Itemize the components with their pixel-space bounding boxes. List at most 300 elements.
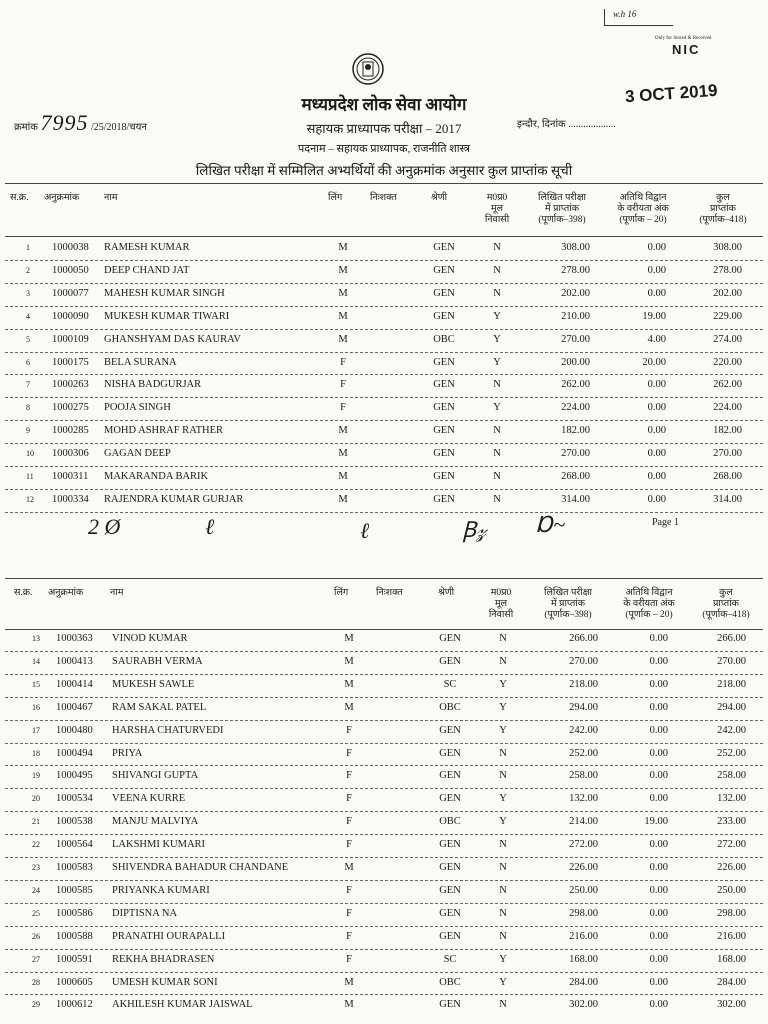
domicile-cell: N — [499, 862, 507, 873]
col-domicile-l2: मूल — [490, 204, 504, 214]
guest-cell: 19.00 — [644, 816, 668, 828]
total-cell: 229.00 — [713, 310, 742, 322]
gender-cell: F — [346, 816, 352, 828]
name-cell: REKHA BHADRASEN — [112, 953, 215, 965]
table-row — [0, 379, 768, 395]
row-separator — [5, 466, 763, 467]
name-cell: LAKSHMI KUMARI — [112, 839, 206, 851]
col-guest-l2: के वरीयता अंक — [617, 204, 669, 214]
kramank-handwritten-number: 7995 — [40, 110, 89, 135]
guest-cell: 0.00 — [647, 264, 666, 276]
sno-cell: 29 — [32, 1000, 40, 1010]
p2-col-category: श्रेणी — [438, 588, 455, 598]
name-cell: MAKARANDA BARIK — [104, 471, 209, 482]
written-cell: 168.00 — [569, 953, 598, 965]
guest-cell: 0.00 — [649, 678, 668, 690]
total-cell: 218.00 — [717, 678, 746, 690]
domicile-cell: N — [493, 425, 501, 437]
table-row — [0, 311, 768, 327]
category-cell: GEN — [439, 633, 461, 644]
gender-cell: M — [344, 976, 354, 988]
written-cell: 242.00 — [569, 724, 598, 736]
category-cell: OBC — [439, 701, 461, 713]
p2-col-domicile-l1: म0प्र0 — [490, 588, 512, 598]
roll-cell: 1000275 — [52, 402, 89, 414]
guest-cell: 0.00 — [649, 701, 668, 713]
col-guest — [604, 193, 682, 226]
table-row — [0, 908, 768, 924]
roll-cell: 1000564 — [56, 839, 93, 851]
guest-cell: 0.00 — [647, 379, 666, 391]
row-separator — [5, 260, 763, 261]
written-cell: 210.00 — [561, 310, 590, 322]
roll-cell: 1000263 — [52, 379, 89, 391]
roll-cell: 1000467 — [56, 701, 93, 713]
sno-cell: 19 — [32, 771, 40, 781]
roll-cell: 1000311 — [52, 471, 89, 482]
p2-col-disabled: निःशक्त — [376, 588, 403, 598]
gender-cell: F — [346, 953, 352, 965]
guest-cell: 0.00 — [647, 493, 666, 505]
signature-1: 2 Ø — [88, 514, 121, 539]
category-cell: GEN — [433, 493, 455, 505]
total-cell: 242.00 — [717, 724, 746, 736]
organization-name: मध्यप्रदेश लोक सेवा आयोग — [301, 95, 467, 114]
name-cell: PRIYA — [112, 747, 143, 759]
table-row — [0, 793, 768, 809]
table-row — [0, 839, 768, 855]
domicile-cell: N — [499, 770, 507, 782]
roll-cell: 1000077 — [52, 287, 89, 299]
category-cell: GEN — [433, 448, 455, 460]
name-cell: MANJU MALVIYA — [112, 816, 199, 828]
page2-header-rule — [5, 629, 763, 630]
guest-cell: 0.00 — [649, 655, 668, 667]
guest-cell: 0.00 — [649, 633, 668, 644]
written-cell: 268.00 — [561, 471, 590, 482]
sno-cell: 28 — [32, 977, 40, 987]
guest-cell: 0.00 — [649, 793, 668, 805]
row-separator — [5, 397, 763, 398]
sno-cell: 12 — [26, 494, 34, 504]
domicile-cell: Y — [493, 402, 501, 414]
table-row — [0, 425, 768, 441]
gender-cell: F — [340, 356, 346, 368]
written-cell: 284.00 — [569, 976, 598, 988]
total-cell: 168.00 — [717, 953, 746, 965]
gender-cell: M — [344, 633, 354, 644]
p2-col-written-l3: (पूर्णाक–398) — [544, 610, 592, 620]
gender-cell: F — [340, 402, 346, 414]
category-cell: GEN — [439, 839, 461, 851]
p2-col-domicile-l3: निवासी — [488, 610, 514, 620]
category-cell: GEN — [439, 930, 461, 942]
guest-cell: 0.00 — [649, 862, 668, 873]
p2-col-total-l3: (पूर्णाक–418) — [702, 610, 750, 620]
category-cell: GEN — [439, 907, 461, 919]
category-cell: GEN — [439, 724, 461, 736]
gender-cell: M — [344, 862, 354, 873]
written-cell: 272.00 — [569, 839, 598, 851]
roll-cell: 1000414 — [56, 678, 93, 690]
domicile-cell: N — [493, 264, 501, 276]
total-cell: 298.00 — [717, 907, 746, 919]
col-roll: अनुक्रमांक — [44, 193, 80, 203]
roll-cell: 1000583 — [56, 862, 93, 873]
roll-cell: 1000038 — [52, 242, 89, 253]
total-cell: 272.00 — [717, 839, 746, 851]
row-separator — [5, 306, 763, 307]
table-row — [0, 999, 768, 1015]
sno-cell: 13 — [32, 634, 40, 643]
total-cell: 294.00 — [717, 701, 746, 713]
domicile-cell: Y — [493, 310, 501, 322]
total-cell: 274.00 — [713, 333, 742, 345]
total-cell: 202.00 — [713, 287, 742, 299]
category-cell: GEN — [433, 287, 455, 299]
written-cell: 302.00 — [569, 999, 598, 1011]
sno-cell: 9 — [26, 426, 30, 436]
table-row — [0, 334, 768, 350]
total-cell: 226.00 — [717, 862, 746, 873]
col-guest-l3: (पूर्णाक – 20) — [619, 215, 667, 225]
kramank-label: क्रमांक — [14, 122, 38, 133]
guest-cell: 0.00 — [647, 287, 666, 299]
stamp-small-text: Only for Stored & Received — [655, 36, 712, 41]
signature-5: Ɒ~ — [536, 512, 566, 537]
p2-col-guest-l1: अतिथि विद्वान — [625, 588, 673, 598]
page-reference-note: w.h 16 — [604, 9, 673, 26]
sno-cell: 2 — [26, 265, 30, 275]
name-cell: VEENA KURRE — [112, 793, 186, 805]
domicile-cell: N — [499, 907, 507, 919]
written-cell: 182.00 — [561, 425, 590, 437]
written-cell: 266.00 — [569, 633, 598, 644]
gender-cell: M — [344, 678, 354, 690]
gender-cell: M — [344, 999, 354, 1011]
domicile-cell: Y — [493, 356, 501, 368]
total-cell: 270.00 — [713, 448, 742, 460]
gender-cell: F — [346, 747, 352, 759]
col-category: श्रेणी — [431, 193, 448, 203]
name-cell: DIPTISNA NA — [112, 907, 178, 919]
col-total-l2: प्राप्तांक — [710, 204, 736, 214]
p2-col-domicile — [478, 588, 524, 621]
row-separator — [5, 283, 763, 284]
table-row — [0, 633, 768, 649]
roll-cell: 1000306 — [52, 448, 89, 460]
category-cell: OBC — [439, 976, 461, 988]
col-disabled: निःशक्त — [370, 193, 397, 203]
total-cell: 252.00 — [717, 747, 746, 759]
guest-cell: 0.00 — [649, 976, 668, 988]
received-date-stamp: 3 OCT 2019 — [624, 80, 719, 107]
roll-cell: 1000585 — [56, 884, 93, 896]
sno-cell: 18 — [32, 748, 40, 758]
row-separator — [5, 489, 763, 490]
sno-cell: 21 — [32, 817, 40, 827]
row-separator — [5, 903, 763, 904]
table-row — [0, 885, 768, 901]
roll-cell: 1000605 — [56, 976, 93, 988]
name-cell: SHIVANGI GUPTA — [112, 770, 199, 782]
col-sno: स.क्र. — [10, 193, 29, 203]
sno-cell: 10 — [26, 449, 34, 459]
domicile-cell: N — [499, 839, 507, 851]
sno-cell: 5 — [26, 334, 30, 344]
total-cell: 314.00 — [713, 493, 742, 505]
row-separator — [5, 765, 763, 766]
guest-cell: 0.00 — [649, 884, 668, 896]
table-row — [0, 770, 768, 786]
gender-cell: F — [346, 770, 352, 782]
category-cell: GEN — [433, 402, 455, 414]
sno-cell: 17 — [32, 725, 40, 735]
gender-cell: F — [340, 379, 346, 391]
p2-col-total-l1: कुल — [719, 588, 733, 598]
name-cell: BELA SURANA — [104, 356, 177, 368]
category-cell: SC — [443, 678, 457, 690]
col-written-l2: में प्राप्तांक — [544, 204, 580, 214]
p2-col-guest-l2: के वरीयता अंक — [623, 599, 675, 609]
col-gender: लिंग — [328, 193, 343, 203]
total-cell: 216.00 — [717, 930, 746, 942]
table-row — [0, 402, 768, 418]
guest-cell: 0.00 — [647, 242, 666, 253]
gender-cell: M — [338, 448, 348, 460]
total-cell: 262.00 — [713, 379, 742, 391]
post-name: पदनाम – सहायक प्राध्यापक, राजनीति शास्त्र — [297, 143, 470, 155]
col-domicile-l3: निवासी — [484, 215, 510, 225]
written-cell: 298.00 — [569, 907, 598, 919]
sno-cell: 20 — [32, 794, 40, 804]
gender-cell: M — [338, 242, 348, 253]
domicile-cell: N — [493, 493, 501, 505]
written-cell: 214.00 — [569, 816, 598, 828]
col-written — [524, 193, 600, 226]
written-cell: 308.00 — [561, 242, 590, 253]
gender-cell: F — [346, 930, 352, 942]
page-number: Page 1 — [652, 517, 679, 528]
sno-cell: 3 — [26, 288, 30, 298]
total-cell: 220.00 — [713, 356, 742, 368]
p2-col-guest — [610, 588, 688, 621]
sno-cell: 25 — [32, 908, 40, 918]
row-separator — [5, 697, 763, 698]
gender-cell: M — [338, 471, 348, 482]
domicile-cell: N — [499, 999, 507, 1011]
written-cell: 224.00 — [561, 402, 590, 414]
gender-cell: F — [346, 839, 352, 851]
total-cell: 302.00 — [717, 999, 746, 1011]
guest-cell: 0.00 — [647, 425, 666, 437]
row-separator — [5, 972, 763, 973]
p2-col-sno: स.क्र. — [14, 588, 33, 598]
domicile-cell: N — [499, 884, 507, 896]
written-cell: 252.00 — [569, 747, 598, 759]
name-cell: NISHA BADGURJAR — [104, 379, 202, 391]
written-cell: 132.00 — [569, 793, 598, 805]
written-cell: 270.00 — [561, 333, 590, 345]
p2-col-gender: लिंग — [334, 588, 349, 598]
total-cell: 182.00 — [713, 425, 742, 437]
category-cell: GEN — [433, 242, 455, 253]
sno-cell: 11 — [26, 472, 34, 481]
guest-cell: 0.00 — [649, 747, 668, 759]
p2-col-guest-l3: (पूर्णाक – 20) — [625, 610, 673, 620]
mppsc-emblem-icon — [351, 52, 385, 86]
page1-bottom-rule — [5, 512, 763, 513]
domicile-cell: N — [493, 471, 501, 482]
gender-cell: F — [346, 724, 352, 736]
category-cell: OBC — [433, 333, 455, 345]
guest-cell: 0.00 — [649, 999, 668, 1011]
written-cell: 200.00 — [561, 356, 590, 368]
category-cell: GEN — [439, 793, 461, 805]
roll-cell: 1000413 — [56, 655, 93, 667]
signature-4: Ꞵ𝓏 — [462, 517, 487, 542]
sno-cell: 8 — [26, 403, 30, 413]
p2-col-roll: अनुक्रमांक — [48, 588, 84, 598]
name-cell: RAJENDRA KUMAR GURJAR — [104, 493, 244, 505]
roll-cell: 1000494 — [56, 747, 93, 759]
domicile-cell: Y — [499, 793, 507, 805]
gender-cell: M — [344, 655, 354, 667]
row-separator — [5, 788, 763, 789]
guest-cell: 0.00 — [649, 930, 668, 942]
guest-cell: 0.00 — [649, 907, 668, 919]
domicile-cell: N — [493, 287, 501, 299]
category-cell: SC — [443, 953, 457, 965]
written-cell: 258.00 — [569, 770, 598, 782]
category-cell: GEN — [439, 999, 461, 1011]
row-separator — [5, 949, 763, 950]
category-cell: GEN — [433, 310, 455, 322]
sno-cell: 7 — [26, 380, 30, 390]
guest-cell: 0.00 — [647, 402, 666, 414]
roll-cell: 1000586 — [56, 907, 93, 919]
total-cell: 284.00 — [717, 976, 746, 988]
domicile-cell: N — [493, 448, 501, 460]
category-cell: GEN — [439, 747, 461, 759]
page2-top-rule — [5, 578, 763, 579]
total-cell: 132.00 — [717, 793, 746, 805]
name-cell: MUKESH KUMAR TIWARI — [104, 310, 230, 322]
table-row — [0, 448, 768, 464]
category-cell: GEN — [439, 770, 461, 782]
roll-cell: 1000334 — [52, 493, 89, 505]
sno-cell: 24 — [32, 885, 40, 895]
written-cell: 216.00 — [569, 930, 598, 942]
name-cell: DEEP CHAND JAT — [104, 264, 190, 276]
p2-col-name: नाम — [110, 588, 124, 598]
gender-cell: M — [338, 264, 348, 276]
name-cell: RAMESH KUMAR — [104, 242, 190, 253]
name-cell: SHIVENDRA BAHADUR CHANDANE — [112, 862, 289, 873]
domicile-cell: Y — [493, 333, 501, 345]
table-row — [0, 954, 768, 970]
gender-cell: F — [346, 907, 352, 919]
category-cell: GEN — [433, 425, 455, 437]
row-separator — [5, 651, 763, 652]
table-row — [0, 702, 768, 718]
gender-cell: M — [338, 493, 348, 505]
roll-cell: 1000175 — [52, 356, 89, 368]
name-cell: VINOD KUMAR — [112, 633, 188, 644]
table-row — [0, 494, 768, 510]
col-written-l3: (पूर्णाक–398) — [538, 215, 586, 225]
sno-cell: 23 — [32, 863, 40, 872]
row-separator — [5, 329, 763, 330]
written-cell: 294.00 — [569, 701, 598, 713]
row-separator — [5, 880, 763, 881]
name-cell: RAM SAKAL PATEL — [112, 701, 207, 713]
col-domicile — [474, 193, 520, 226]
gender-cell: M — [344, 701, 354, 713]
table-row — [0, 862, 768, 878]
guest-cell: 0.00 — [647, 448, 666, 460]
row-separator — [5, 857, 763, 858]
row-separator — [5, 420, 763, 421]
roll-cell: 1000363 — [56, 633, 93, 644]
row-separator — [5, 674, 763, 675]
sno-cell: 1 — [26, 243, 30, 252]
guest-cell: 0.00 — [649, 953, 668, 965]
written-cell: 314.00 — [561, 493, 590, 505]
name-cell: MAHESH KUMAR SINGH — [104, 287, 225, 299]
guest-cell: 0.00 — [647, 471, 666, 482]
p2-col-domicile-l2: मूल — [494, 599, 508, 609]
roll-cell: 1000495 — [56, 770, 93, 782]
domicile-cell: N — [499, 655, 507, 667]
roll-cell: 1000534 — [56, 793, 93, 805]
col-guest-l1: अतिथि विद्वान — [619, 193, 667, 203]
total-cell: 266.00 — [717, 633, 746, 644]
category-cell: OBC — [439, 816, 461, 828]
category-cell: GEN — [439, 884, 461, 896]
domicile-cell: Y — [499, 816, 507, 828]
table-row — [0, 748, 768, 764]
kramank-suffix: /25/2018/चयन — [90, 122, 147, 133]
name-cell: MOHD ASHRAF RATHER — [104, 425, 224, 437]
guest-cell: 0.00 — [649, 770, 668, 782]
roll-cell: 1000090 — [52, 310, 89, 322]
list-title: लिखित परीक्षा में सम्मिलित अभ्यर्थियों की अनुक्रमांक अनुसार कुल प्राप्तांक सूची — [195, 163, 573, 178]
table-header — [0, 193, 768, 233]
page2-table-header — [0, 588, 768, 628]
table-header-rule — [5, 236, 763, 237]
row-separator — [5, 374, 763, 375]
col-name: नाम — [104, 193, 118, 203]
table-row — [0, 265, 768, 281]
sno-cell: 22 — [32, 840, 40, 850]
table-row — [0, 656, 768, 672]
total-cell: 258.00 — [717, 770, 746, 782]
sno-cell: 15 — [32, 679, 40, 689]
written-cell: 278.00 — [561, 264, 590, 276]
name-cell: AKHILESH KUMAR JAISWAL — [112, 999, 253, 1011]
domicile-cell: Y — [499, 678, 507, 690]
table-row — [0, 679, 768, 695]
written-cell: 250.00 — [569, 884, 598, 896]
category-cell: GEN — [433, 379, 455, 391]
sno-cell: 16 — [32, 702, 40, 712]
name-cell: PRIYANKA KUMARI — [112, 884, 210, 896]
domicile-cell: N — [493, 379, 501, 391]
roll-cell: 1000588 — [56, 930, 93, 942]
col-total-l3: (पूर्णाक–418) — [699, 215, 747, 225]
roll-cell: 1000109 — [52, 333, 89, 345]
